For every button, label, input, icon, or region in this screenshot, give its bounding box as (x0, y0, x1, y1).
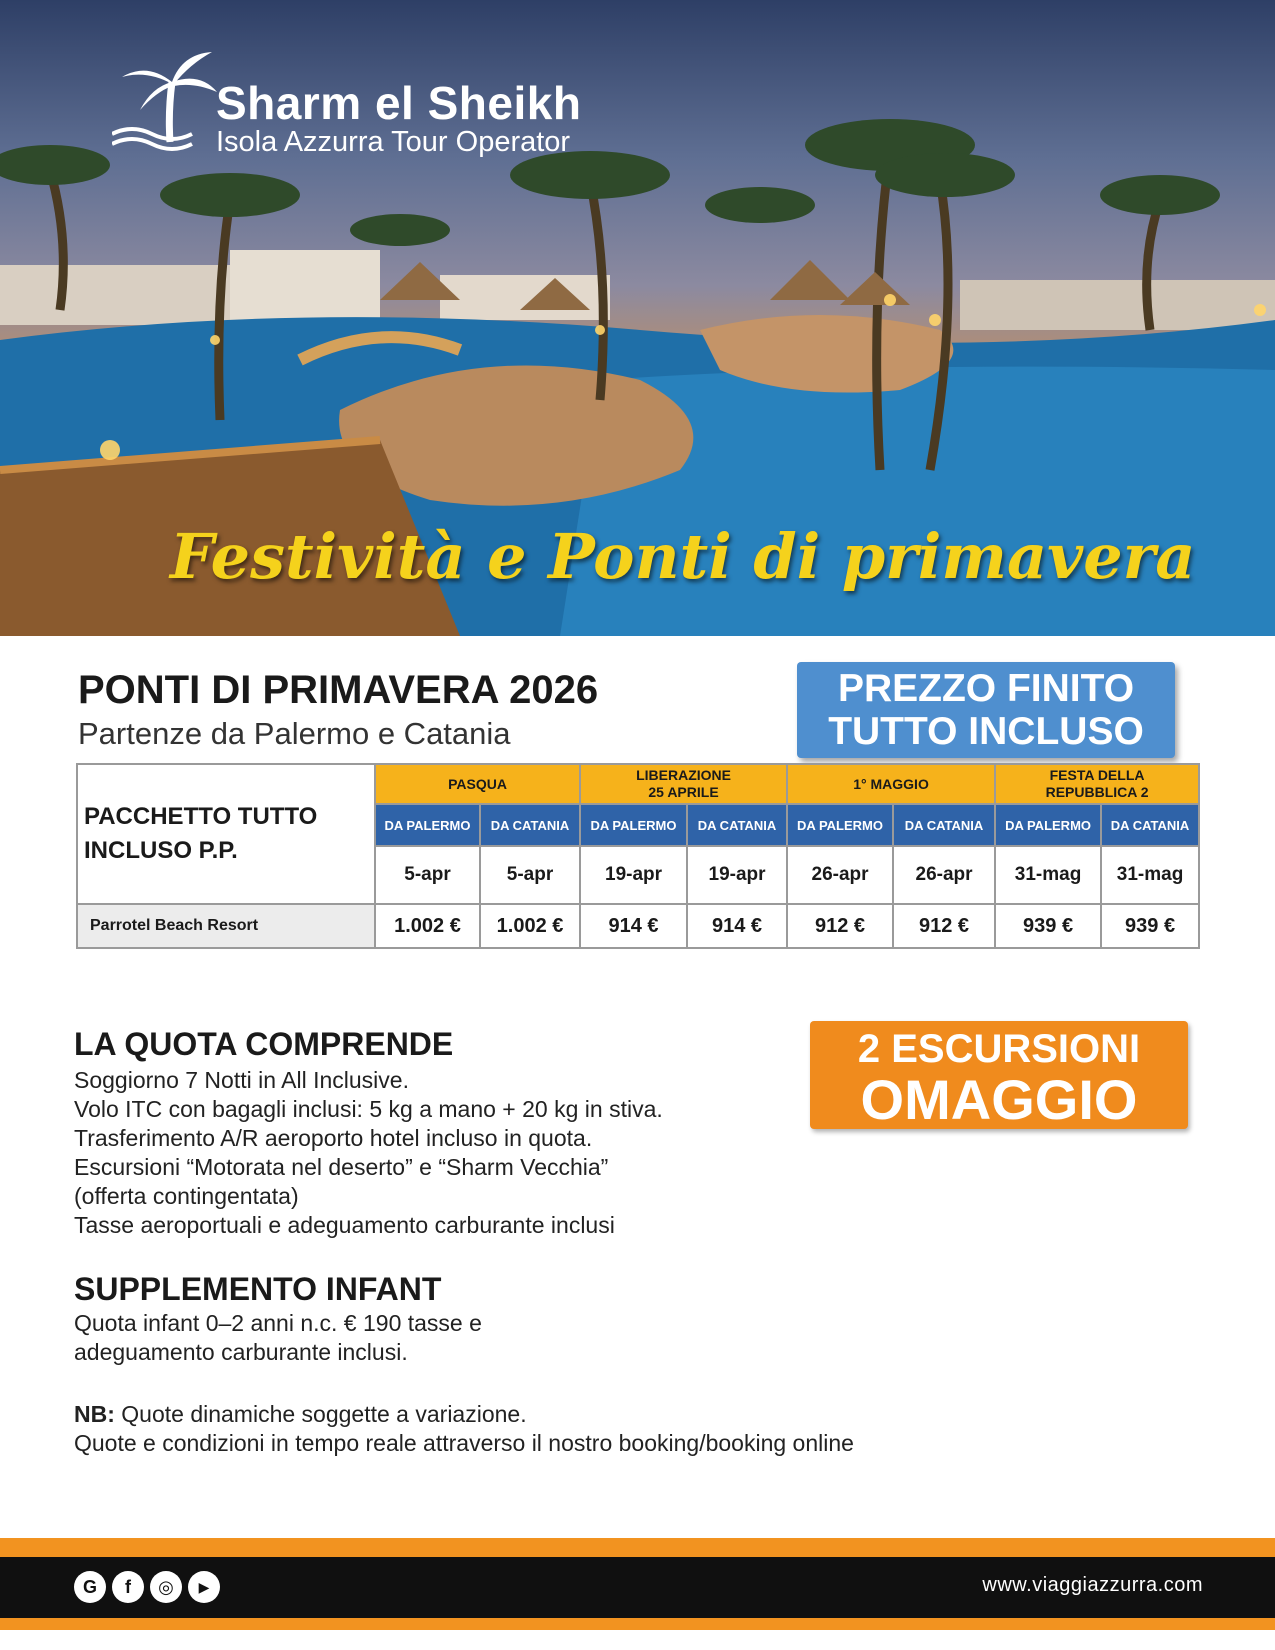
includes-line: Trasferimento A/R aeroporto hotel incluso in quota. (74, 1125, 593, 1151)
price-cell: 939 € (995, 904, 1101, 948)
excursions-badge-line-1: 2 ESCURSIONI (857, 1027, 1141, 1071)
all-inclusive-price-badge (797, 662, 1175, 758)
period-header (375, 764, 580, 804)
price-cell: 939 € (1101, 904, 1199, 948)
period-date: REPUBBLICA 2 (1045, 784, 1149, 800)
price-cell: 914 € (580, 904, 687, 948)
footer-stripe-top (0, 1538, 1275, 1557)
notes-line-1 (74, 1400, 854, 1429)
date-cell: 26-apr (893, 846, 995, 904)
period-name: 1° MAGGIO (853, 775, 929, 792)
package-label-line-1: PACCHETTO TUTTO (84, 803, 318, 830)
package-label-line-2: INCLUSO P.P. (84, 837, 238, 864)
notes (74, 1400, 854, 1458)
offer-title: PONTI DI PRIMAVERA 2026 (78, 668, 599, 712)
departure-cell: DA CATANIA (480, 804, 580, 846)
date-cell: 19-apr (580, 846, 687, 904)
notes-text: Quote dinamiche soggette a variazione. (114, 1401, 527, 1427)
departure-cell: DA PALERMO (580, 804, 687, 846)
excursions-badge-line-2: OMAGGIO (860, 1068, 1138, 1131)
price-cell: 912 € (893, 904, 995, 948)
period-date: 25 APRILE (648, 784, 719, 800)
departure-cell: DA CATANIA (687, 804, 787, 846)
footer-stripe-bottom (0, 1618, 1275, 1630)
includes-line: (offerta contingentata) (74, 1183, 299, 1209)
departure-cell: DA PALERMO (375, 804, 480, 846)
package-label (77, 764, 375, 904)
instagram-icon[interactable]: ◎ (150, 1571, 182, 1603)
infant-line: Quota infant 0–2 anni n.c. € 190 tasse e (74, 1310, 482, 1336)
infant-heading: SUPPLEMENTO INFANT (74, 1271, 442, 1307)
youtube-icon[interactable]: ▶ (188, 1571, 220, 1603)
date-cell: 31-mag (1101, 846, 1199, 904)
logo-title: Sharm el Sheikh (216, 77, 582, 129)
period-name: PASQUA (448, 775, 507, 792)
logo-subtitle: Isola Azzurra Tour Operator (216, 126, 571, 158)
departure-cell: DA CATANIA (1101, 804, 1199, 846)
includes-line: Soggiorno 7 Notti in All Inclusive. (74, 1067, 409, 1093)
infant-text (74, 1309, 482, 1367)
google-icon[interactable]: G (74, 1571, 106, 1603)
notes-label: NB: (74, 1401, 115, 1427)
hero-slogan: Festività e Ponti di primavera (170, 520, 1196, 593)
price-cell: 1.002 € (375, 904, 480, 948)
badge-line-2: TUTTO INCLUSO (828, 710, 1144, 753)
date-cell: 31-mag (995, 846, 1101, 904)
badge-line-1: PREZZO FINITO (837, 667, 1135, 710)
period-name: LIBERAZIONE (636, 767, 731, 783)
period-header (580, 764, 787, 804)
hero-banner (0, 0, 1275, 636)
includes-line: Escursioni “Motorata nel deserto” e “Sharm Vecchia” (74, 1154, 609, 1180)
departure-cell: DA PALERMO (787, 804, 893, 846)
date-cell: 26-apr (787, 846, 893, 904)
departure-cell: DA CATANIA (893, 804, 995, 846)
price-cell: 912 € (787, 904, 893, 948)
website-link[interactable]: www.viaggiazzurra.com (982, 1574, 1203, 1596)
free-excursions-badge (810, 1021, 1188, 1129)
includes-line: Volo ITC con bagagli inclusi: 5 kg a mano + 20 kg in stiva. (74, 1096, 663, 1122)
includes-line: Tasse aeroportuali e adeguamento carburante inclusi (74, 1212, 615, 1238)
facebook-icon[interactable]: f (112, 1571, 144, 1603)
social-links (74, 1571, 220, 1603)
period-header (787, 764, 995, 804)
date-cell: 19-apr (687, 846, 787, 904)
offer-subtitle: Partenze da Palermo e Catania (78, 716, 511, 751)
date-cell: 5-apr (375, 846, 480, 904)
infant-line: adeguamento carburante inclusi. (74, 1339, 408, 1365)
palm-logo-icon (112, 42, 222, 152)
includes-list (74, 1066, 663, 1240)
includes-heading: LA QUOTA COMPRENDE (74, 1026, 454, 1062)
period-header (995, 764, 1199, 804)
price-cell: 1.002 € (480, 904, 580, 948)
period-name: FESTA DELLA (1049, 767, 1145, 783)
date-cell: 5-apr (480, 846, 580, 904)
departure-cell: DA PALERMO (995, 804, 1101, 846)
price-table (76, 763, 1200, 949)
notes-line-2: Quote e condizioni in tempo reale attraverso il nostro booking/booking online (74, 1430, 854, 1456)
hotel-name-cell: Parrotel Beach Resort (77, 904, 375, 948)
price-cell: 914 € (687, 904, 787, 948)
brand-logo (112, 42, 672, 162)
